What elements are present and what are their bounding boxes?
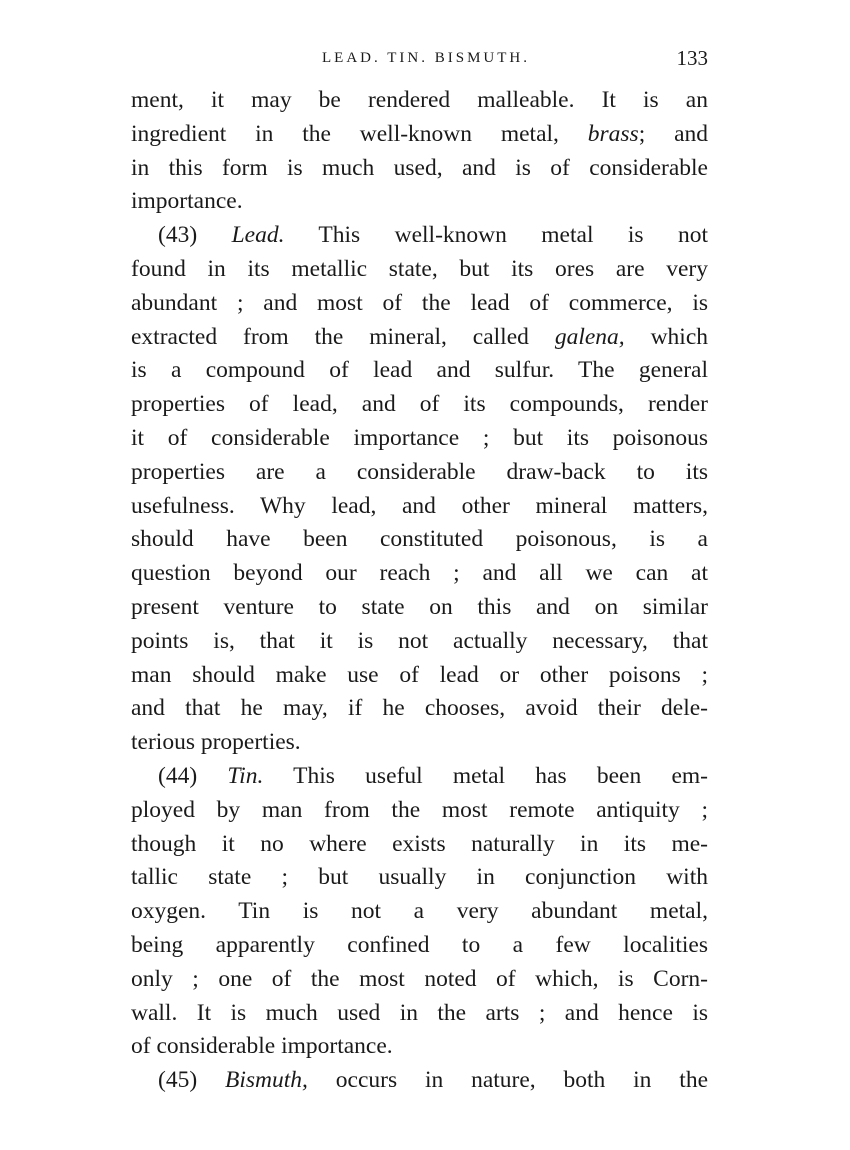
text-line [131,625,708,659]
text-line [131,321,708,355]
text-segment: ployed by man from the most remote antiquity ; [131,796,708,823]
text-segment: present venture to state on this and on similar [131,593,708,620]
page-number: 133 [676,46,708,70]
text-line [131,929,708,963]
text-segment: properties of lead, and of its compounds, render [131,391,708,418]
text-line [131,253,708,287]
running-title: LEAD. TIN. BISMUTH. [322,50,530,66]
text-line [131,523,708,557]
text-segment: and that he may, if he chooses, avoid their dele- [131,695,708,722]
text-line [131,557,708,591]
text-line [131,828,708,862]
text-line [131,760,708,794]
text-segment: (43) [158,222,232,249]
text-line [131,118,708,152]
text-segment: found in its metallic state, but its ores are very [131,255,708,282]
text-segment: question beyond our reach ; and all we can at [131,560,708,587]
italic-term: brass [587,120,639,147]
text-segment: tallic state ; but usually in conjunction with [131,864,708,891]
running-head [130,46,708,74]
text-line [131,692,708,726]
text-segment: properties are a considerable draw-back to its [131,458,708,485]
text-segment: points is, that it is not actually necessary, that [131,627,708,654]
text-segment: oxygen. Tin is not a very abundant metal, [131,898,708,925]
text-segment: in this form is much used, and is of considerable [131,154,708,181]
text-segment: should have been constituted poisonous, is a [131,526,708,553]
text-line [131,354,708,388]
text-line [131,219,708,253]
text-line [131,895,708,929]
text-segment: it of considerable importance ; but its poisonous [131,424,708,451]
text-line [131,963,708,997]
text-segment: of considerable importance. [131,1033,393,1060]
text-segment: (44) [158,762,228,789]
text-segment: being apparently confined to a few localities [131,931,708,958]
text-line [131,659,708,693]
text-line [131,185,708,219]
body-text [131,84,708,1098]
italic-term: Lead. [231,222,285,249]
text-segment: This well-known metal is not [284,222,708,249]
text-segment: usefulness. Why lead, and other mineral matters, [131,492,708,519]
italic-term: galena, [554,323,625,350]
italic-term: Tin. [227,762,264,789]
text-segment: wall. It is much used in the arts ; and hence is [131,999,708,1026]
text-segment: ; and [638,120,708,147]
text-line [131,84,708,118]
text-segment: occurs in nature, both in the [307,1067,708,1094]
text-segment: terious properties. [131,729,301,756]
text-segment: abundant ; and most of the lead of commerce, is [131,289,708,316]
text-segment: This useful metal has been em- [263,762,708,789]
text-segment: though it no where exists naturally in its me- [131,830,708,857]
text-segment: ingredient in the well-known metal, [131,120,588,147]
text-line [131,388,708,422]
text-segment: ment, it may be rendered malleable. It is an [131,87,708,113]
text-line [131,726,708,760]
text-line [131,1064,708,1098]
text-segment: which [624,323,708,350]
text-line [131,152,708,186]
text-segment: importance. [131,188,243,215]
text-line [131,422,708,456]
text-segment: is a compound of lead and sulfur. The general [131,357,708,384]
text-segment: extracted from the mineral, called [131,323,555,350]
text-segment: man should make use of lead or other poisons ; [131,661,708,688]
text-line [131,861,708,895]
text-line [131,794,708,828]
text-line [131,591,708,625]
italic-term: Bismuth, [225,1067,308,1094]
text-line [131,1030,708,1064]
text-segment: (45) [158,1067,226,1094]
text-line [131,997,708,1031]
text-line [131,287,708,321]
text-line [131,490,708,524]
text-line [131,456,708,490]
text-segment: only ; one of the most noted of which, is Corn- [131,965,708,992]
